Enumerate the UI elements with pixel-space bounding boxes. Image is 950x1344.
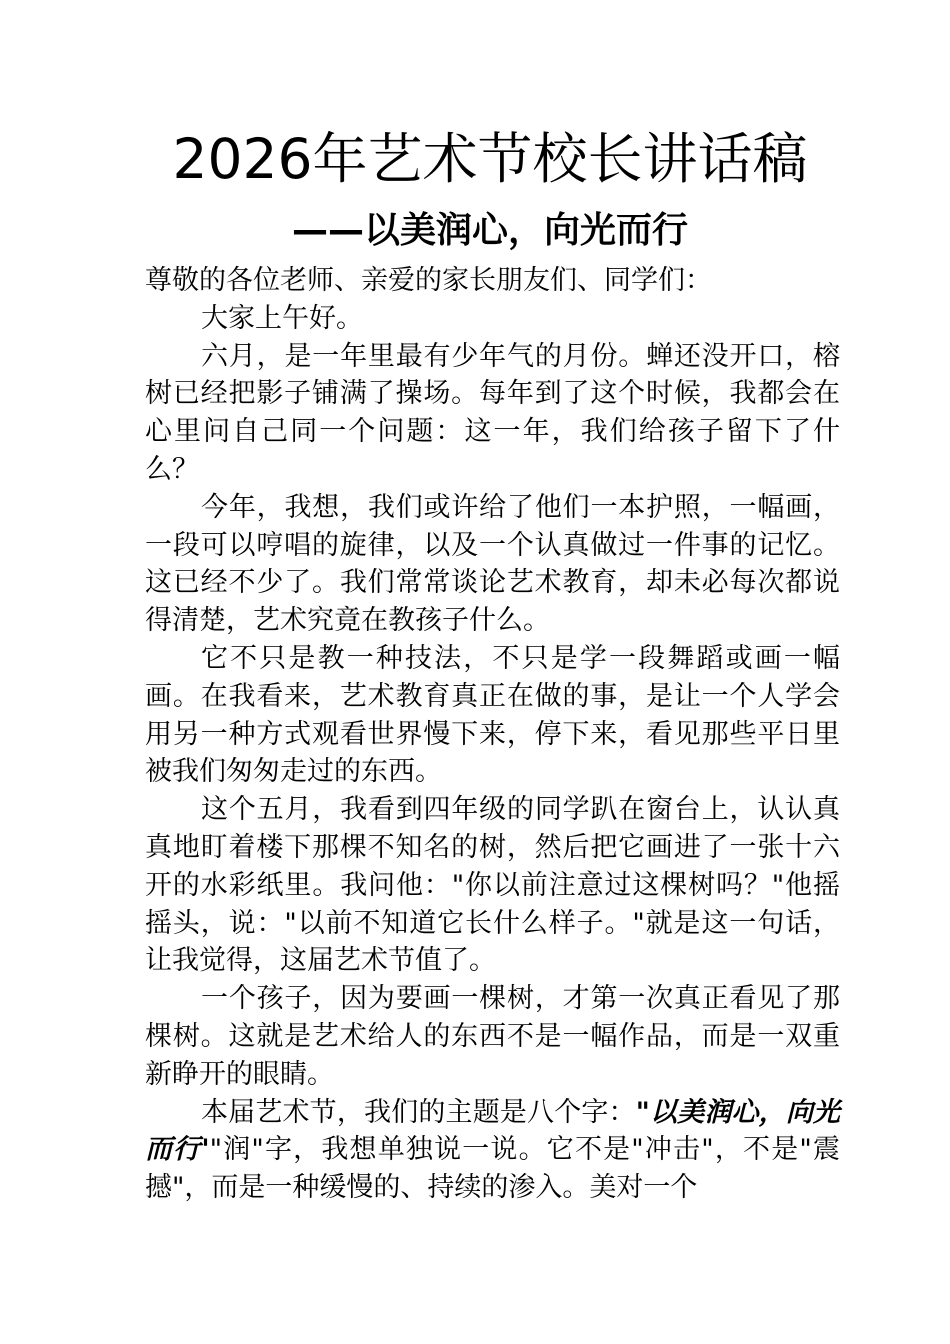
- theme-paragraph: [145, 1094, 840, 1207]
- theme-lead: 本届艺术节，我们的主题是八个字：: [201, 1096, 636, 1128]
- document-body: [145, 262, 840, 1207]
- paragraph: 今年，我想，我们或许给了他们一本护照，一幅画，一段可以哼唱的旋律，以及一个认真做过一件事的记忆。这已经不少了。我们常常谈论艺术教育，却未必每次都说得清楚，艺术究竟在教孩子什么。: [145, 491, 840, 637]
- theme-rest: "润"字，我想单独说一说。它不是"冲击"，不是"震撼"，而是一种缓慢的、持续的渗入。美对一个: [145, 1134, 840, 1204]
- document-title: 2026年艺术节校长讲话稿: [172, 127, 808, 191]
- greeting: 大家上午好。: [201, 302, 363, 334]
- salutation: 尊敬的各位老师、亲爱的家长朋友们、同学们：: [145, 265, 712, 296]
- paragraph: 六月，是一年里最有少年气的月份。蝉还没开口，榕树已经把影子铺满了操场。每年到了这个时候，我都会在心里问自己同一个问题：这一年，我们给孩子留下了什么？: [145, 340, 840, 485]
- document-subtitle: ——以美润心，向光而行: [291, 210, 688, 251]
- theme-emphasis: "以美润心，向光而行': [145, 1096, 840, 1166]
- paragraph: 一个孩子，因为要画一棵树，才第一次真正看见了那棵树。这就是艺术给人的东西不是一幅作品，而是一双重新睁开的眼睛。: [145, 983, 840, 1090]
- paragraph: 它不只是教一种技法，不只是学一段舞蹈或画一幅画。在我看来，艺术教育真正在做的事，是让一个人学会用另一种方式观看世界慢下来，停下来，看见那些平日里被我们匆匆走过的东西。: [145, 642, 840, 788]
- paragraph: 这个五月，我看到四年级的同学趴在窗台上，认认真真地盯着楼下那棵不知名的树，然后把它画进了一张十六开的水彩纸里。我问他："你以前注意过这棵树吗？"他摇摇头，说："以前不知道它长什么样子。"就是这一句话，让我觉得，这届艺术节值了。: [145, 794, 840, 977]
